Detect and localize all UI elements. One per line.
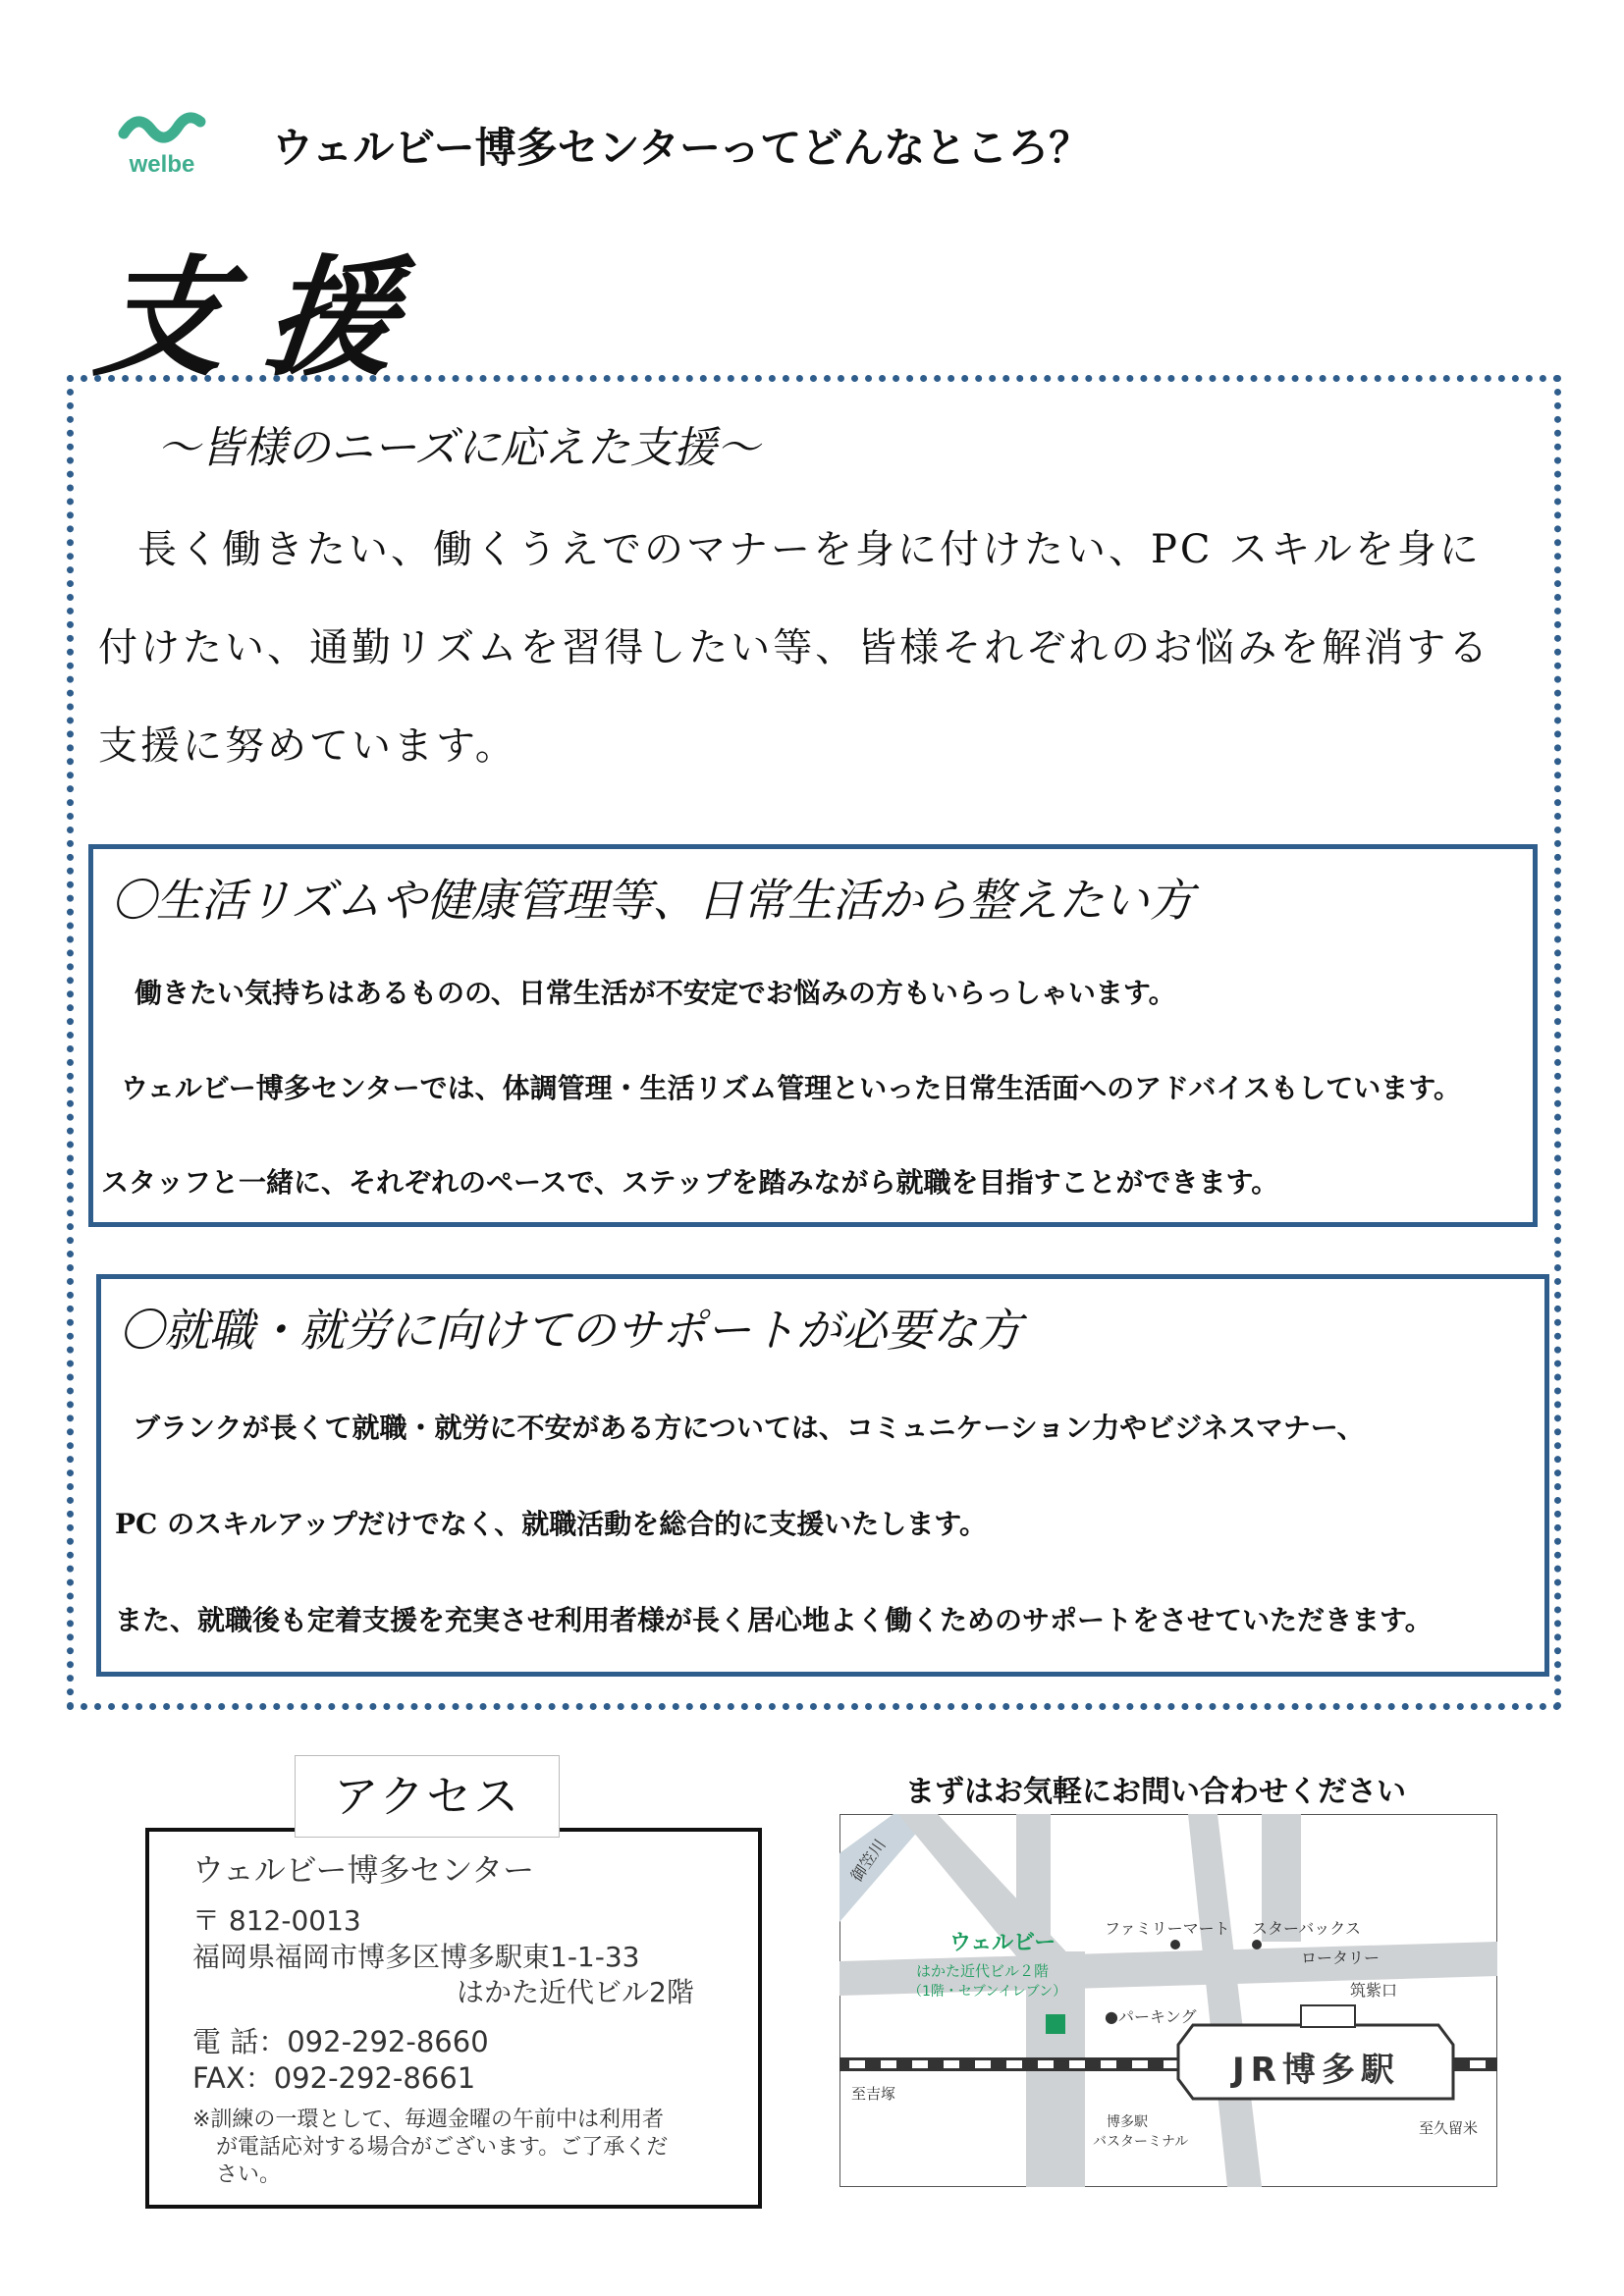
header-title: ウェルビー博多センターってどんなところ？ xyxy=(272,124,1091,172)
welbe-logo xyxy=(118,108,206,177)
section-heading: 〇就職・就労に向けてのサポートが必要な方 xyxy=(119,1304,1022,1357)
phone-number: 電 話：092-292-8660 xyxy=(192,2025,489,2058)
intro-line: 長く働きたい、働くうえでのマナーを身に付けたい、PC スキルを身に xyxy=(137,527,1482,572)
section-employment-support xyxy=(96,1274,1549,1677)
section-line: ブランクが長くて就職・就労に不安がある方については、コミュニケーション力やビジネスマナー、 xyxy=(133,1412,1365,1444)
section-line: また、就職後も定着支援を充実させ利用者様が長く居心地よく働くためのサポートをさせていただきます。 xyxy=(115,1604,1433,1636)
access-map xyxy=(839,1814,1497,2187)
section-line: スタッフと一緒に、それぞれのペースで、ステップを踏みながら就職を目指すことができます。 xyxy=(101,1166,1279,1199)
intro-body xyxy=(98,501,1532,795)
note-line: ※訓練の一環として、毎週金曜の午前中は利用者 xyxy=(192,2108,664,2132)
map-label-family-mart: ファミリーマート xyxy=(1105,1919,1230,1938)
page-title: 支援 xyxy=(88,242,443,395)
center-name: ウェルビー博多センター xyxy=(192,1851,535,1889)
welbe-location-marker xyxy=(1046,2014,1065,2034)
section-line: PC のスキルアップだけでなく、就職活動を総合的に支援いたします。 xyxy=(115,1508,988,1540)
map-label-yoshizuka: 至吉塚 xyxy=(851,2085,896,2103)
postal-code: 〒 812-0013 xyxy=(192,1904,361,1937)
starbucks-marker xyxy=(1252,1940,1262,1949)
note-line: が電話応対する場合がございます。ご了承くだ xyxy=(216,2135,669,2160)
address-line: 福岡県福岡市博多区博多駅東1-1-33 xyxy=(192,1941,640,1973)
intro-heading: ～皆様のニーズに応えた支援～ xyxy=(157,423,760,473)
address-line: はかた近代ビル2階 xyxy=(457,1976,694,2008)
section-line: ウェルビー博多センターでは、体調管理・生活リズム管理といった日常生活面へのアドバイスもしています。 xyxy=(121,1072,1462,1104)
map-label-welbe: ウェルビー xyxy=(949,1931,1056,1955)
map-heading: まずはお気軽にお問い合わせください xyxy=(905,1775,1406,1809)
logo-wave-icon xyxy=(118,108,206,151)
map-label-building-sub: （1階・セブンイレブン） xyxy=(908,1984,1067,2000)
fax-number: FAX：092-292-8661 xyxy=(192,2061,476,2095)
map-label-starbucks: スターバックス xyxy=(1252,1919,1362,1938)
map-label-building: はかた近代ビル２階 xyxy=(916,1962,1050,1980)
access-tab-label: アクセス xyxy=(295,1755,560,1838)
family-mart-marker xyxy=(1170,1940,1180,1949)
map-label-kurume: 至久留米 xyxy=(1419,2119,1479,2137)
intro-line: 付けたい、通勤リズムを習得したい等、皆様それぞれのお悩みを解消する xyxy=(98,625,1491,670)
map-label-station: JR博多駅 xyxy=(1232,2051,1400,2090)
section-line: 働きたい気持ちはあるものの、日常生活が不安定でお悩みの方もいらっしゃいます。 xyxy=(135,977,1176,1009)
section-heading: 〇生活リズムや健康管理等、日常生活から整えたい方 xyxy=(111,874,1195,927)
intro-line: 支援に努めています。 xyxy=(98,723,517,769)
note-line: さい。 xyxy=(216,2163,282,2187)
logo-text: welbe xyxy=(129,151,195,178)
section-daily-life xyxy=(88,844,1538,1227)
map-label-chikushi-exit: 筑紫口 xyxy=(1350,1981,1398,2000)
map-label-river: 御笠川 xyxy=(846,1836,890,1886)
map-label-bus-terminal-sub: バスターミナル xyxy=(1093,2134,1189,2150)
map-label-parking: ●パーキング xyxy=(1105,2007,1197,2026)
map-label-rotary: ロータリー xyxy=(1301,1949,1380,1967)
map-label-bus-terminal: 博多駅 xyxy=(1107,2114,1148,2130)
